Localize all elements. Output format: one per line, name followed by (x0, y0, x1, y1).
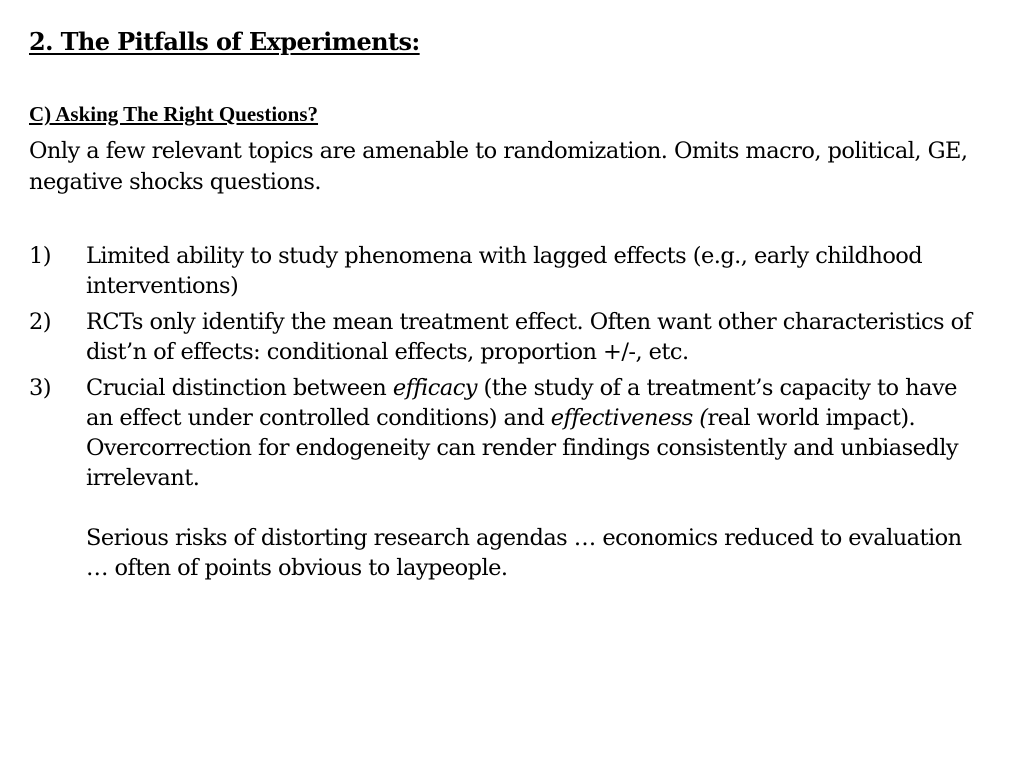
section-subtitle: C) Asking The Right Questions? (29, 102, 319, 126)
list-item-number: 1) (29, 243, 51, 269)
list-item (29, 241, 989, 301)
list-item (29, 307, 989, 367)
text-segment: real world impact). Overcorrection for endogeneity can render findings consistently and unbiasedly irrelevant. (86, 405, 959, 491)
list-item-text: Limited ability to study phenomena with lagged effects (e.g., early childhood interventions) (86, 243, 923, 299)
effectiveness-term: effectiveness ( (550, 405, 708, 431)
text-segment: Crucial distinction between (86, 375, 393, 401)
list-item (29, 373, 989, 583)
intro-paragraph: Only a few relevant topics are amenable to randomization. Omits macro, political, GE, negative shocks questions. (29, 138, 968, 195)
pitfalls-list (29, 241, 989, 589)
list-item-text: RCTs only identify the mean treatment effect. Often want other characteristics of dist’n of effects: conditional effects, proportion +/-, etc. (86, 309, 972, 365)
slide-title: 2. The Pitfalls of Experiments: (29, 27, 420, 56)
list-item-number: 2) (29, 309, 51, 335)
efficacy-term: efficacy (392, 375, 477, 401)
text-segment: (the study of a treatment’s capacity to have an effect under controlled conditions) and (86, 375, 957, 431)
list-item-text (86, 373, 989, 493)
followup-paragraph: Serious risks of distorting research agendas … economics reduced to evaluation … often of points obvious to laypeople. (86, 525, 962, 581)
list-item-number: 3) (29, 375, 51, 401)
